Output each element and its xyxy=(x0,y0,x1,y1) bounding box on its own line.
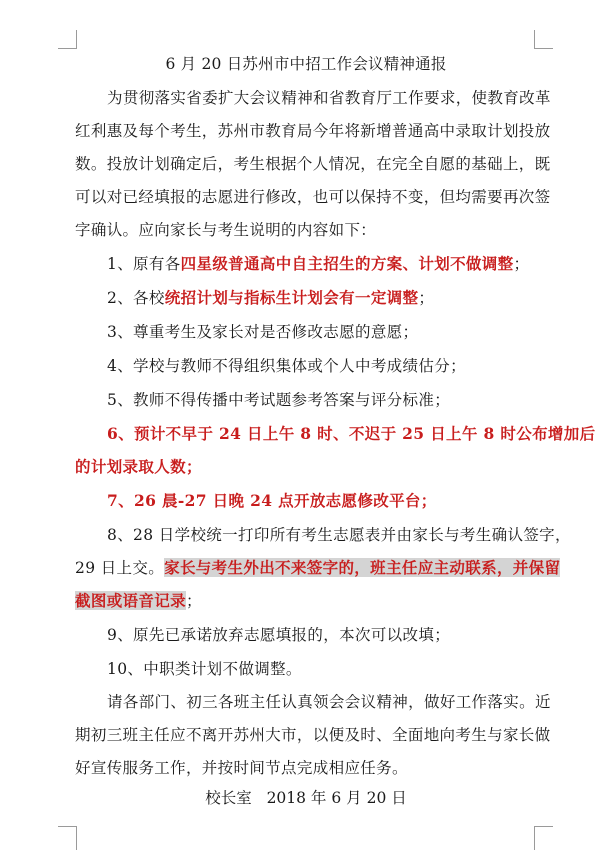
item-8-highlight-cont: 截图或语音记录 xyxy=(75,591,186,610)
list-item-3: 3、尊重考生及家长对是否修改志愿的意愿； xyxy=(107,323,419,341)
intro-line: 数。投放计划确定后，考生根据个人情况，在完全自愿的基础上，既 xyxy=(75,155,551,173)
crop-mark-top-right xyxy=(534,30,553,49)
item-2-prefix: 2、各校 xyxy=(107,289,165,307)
list-item-1 xyxy=(107,254,529,274)
signature-line xyxy=(0,788,612,808)
intro-line: 可以对已经填报的志愿进行修改，也可以保持不变，但均需要再次签 xyxy=(75,188,551,206)
closing-line: 请各部门、初三各班主任认真领会会议精神，做好工作落实。近 xyxy=(107,693,551,711)
issue-date: 2018 年 6 月 20 日 xyxy=(266,789,407,807)
crop-mark-top-left xyxy=(58,30,77,49)
list-item-4: 4、学校与教师不得组织集体或个人中考成绩估分； xyxy=(107,357,466,375)
intro-line: 红利惠及每个考生，苏州市教育局今年将新增普通高中录取计划投放 xyxy=(75,122,551,140)
list-item-5: 5、教师不得传播中考试题参考答案与评分标准； xyxy=(107,391,451,409)
item-1-emphasis: 四星级普通高中自主招生的方案、计划不做调整 xyxy=(180,254,514,273)
item-8-prefix: 29 日上交。 xyxy=(75,559,165,577)
item-2-emphasis: 统招计划与指标生计划会有一定调整 xyxy=(164,288,419,307)
list-item-7: 7、26 晨-27 日晚 24 点开放志愿修改平台； xyxy=(107,491,437,510)
crop-mark-bottom-left xyxy=(58,826,77,850)
item-2-suffix: ； xyxy=(418,289,435,307)
document-title: 6 月 20 日苏州市中招工作会议精神通报 xyxy=(165,55,447,73)
list-item-6-line-1: 6、预计不早于 24 日上午 8 时、不迟于 25 日上午 8 时公布增加后 xyxy=(107,424,596,443)
list-item-8-line-3 xyxy=(75,591,202,611)
item-1-prefix: 1、原有各 xyxy=(107,255,181,273)
list-item-6-line-2: 的计划录取人数； xyxy=(75,457,202,476)
closing-line: 好宣传服务工作，并按时间节点完成相应任务。 xyxy=(75,759,408,777)
closing-line: 期初三班主任应不离开苏州大市，以便及时、全面地向考生与家长做 xyxy=(75,726,551,744)
crop-mark-bottom-right xyxy=(534,826,553,850)
issuing-office: 校长室 xyxy=(205,789,252,807)
list-item-8-line-1: 8、28 日学校统一打印所有考生志愿表并由家长与考生确认签字， xyxy=(107,526,571,544)
list-item-10: 10、中职类计划不做调整。 xyxy=(107,660,302,678)
item-1-suffix: ； xyxy=(513,255,530,273)
list-item-2 xyxy=(107,288,434,308)
intro-line: 为贯彻落实省委扩大会议精神和省教育厅工作要求，使教育改革 xyxy=(107,89,551,107)
list-item-9: 9、原先已承诺放弃志愿填报的，本次可以改填； xyxy=(107,626,451,644)
item-8-highlight: 家长与考生外出不来签字的，班主任应主动联系，并保留 xyxy=(164,558,561,577)
intro-line: 字确认。应向家长与考生说明的内容如下： xyxy=(75,221,377,239)
item-8-suffix: ； xyxy=(185,592,202,610)
list-item-8-line-2 xyxy=(75,558,560,578)
